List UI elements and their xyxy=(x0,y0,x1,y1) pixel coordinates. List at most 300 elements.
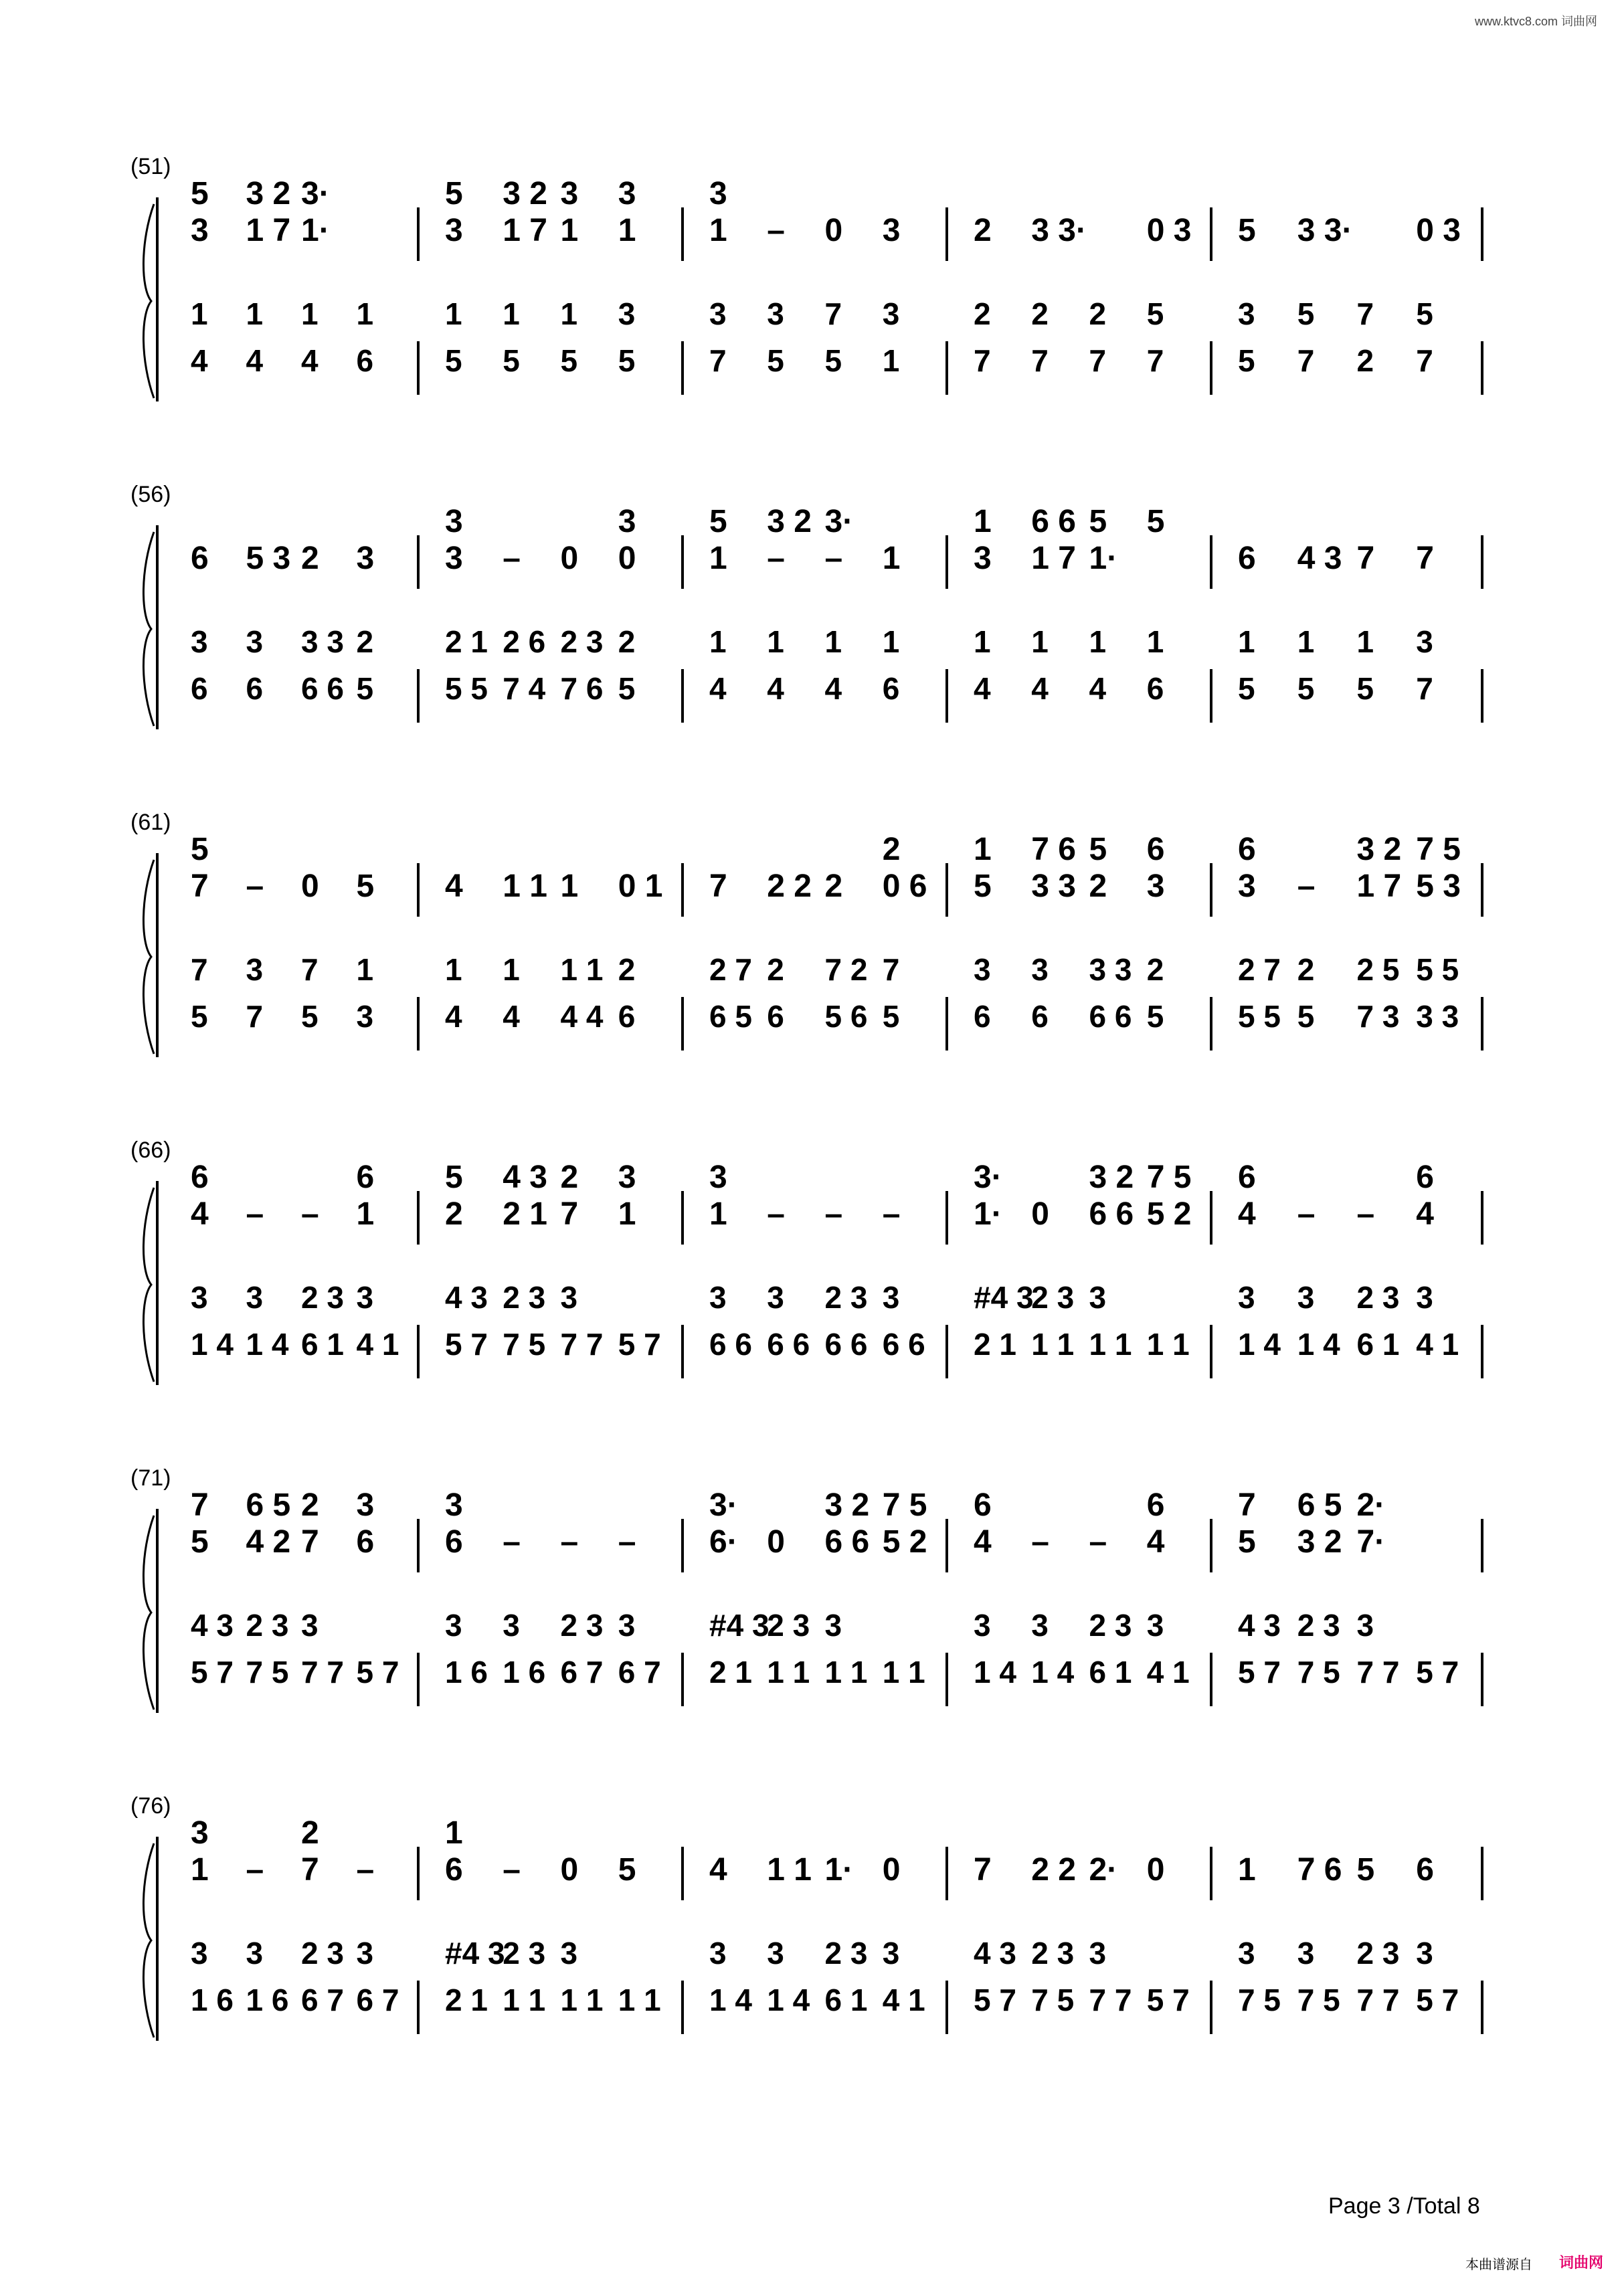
note-group: 4 xyxy=(301,343,319,378)
note-group: 6 6 xyxy=(824,1524,870,1560)
note-group: 0 xyxy=(560,541,579,576)
note-group: 6 xyxy=(445,1852,463,1888)
note-group: 7 5 xyxy=(1238,1983,1281,2017)
note-group: 3 xyxy=(1089,1936,1107,1971)
note-group: 7 5 xyxy=(1297,1983,1340,2017)
note-group: 5 3 xyxy=(246,541,291,576)
note-group: 1 xyxy=(445,952,462,987)
note-group: 4 xyxy=(445,999,462,1034)
note-group: 3 3 xyxy=(1089,952,1132,987)
note-group: – xyxy=(246,869,264,904)
note-group: 1 4 xyxy=(191,1327,234,1362)
note-group: 1 xyxy=(246,296,264,331)
note-group: 1 1 xyxy=(560,952,604,987)
note-group: 1 xyxy=(356,296,374,331)
note-group: 6 6 xyxy=(1089,1196,1134,1232)
note-group: 1 xyxy=(974,832,992,867)
note-group: 2 1 xyxy=(709,1655,752,1690)
measure-number: (76) xyxy=(130,1793,171,1819)
note-group: 2 xyxy=(618,624,636,659)
note-group: 3 xyxy=(974,952,991,987)
note-group: 2 xyxy=(1297,952,1315,987)
measure-number: (56) xyxy=(130,482,171,507)
note-group: 4 3 xyxy=(191,1608,234,1643)
note-group: 5 7 xyxy=(618,1327,661,1362)
note-group: 7 xyxy=(246,999,264,1034)
note-group: 6 xyxy=(1238,1160,1256,1195)
note-group: 0 6 xyxy=(882,869,927,904)
note-group: 1· xyxy=(824,1852,854,1888)
note-group: 5 7 xyxy=(191,1655,234,1690)
note-group: 5 xyxy=(1146,999,1164,1034)
note-group: 3 xyxy=(618,1608,636,1643)
score-system xyxy=(130,1465,1482,1713)
note-group: 3 xyxy=(503,1608,520,1643)
note-group: 7 xyxy=(882,952,900,987)
note-group: 1 7 xyxy=(503,213,547,248)
note-group: 3 2 xyxy=(503,176,547,211)
note-group: #4 3 xyxy=(974,1280,1034,1315)
note-group: 5 xyxy=(1416,296,1433,331)
note-group: 5 6 xyxy=(824,999,868,1034)
note-group: 3 xyxy=(974,1608,991,1643)
note-group: 3 xyxy=(618,1160,636,1195)
note-group: 1 xyxy=(1146,624,1164,659)
note-group: 4 3 xyxy=(1297,541,1342,576)
note-group: 3 xyxy=(709,1160,727,1195)
note-group: 1 4 xyxy=(767,1983,810,2017)
note-group: 0 1 xyxy=(618,869,663,904)
note-group: 2 xyxy=(618,952,636,987)
note-group: 3 xyxy=(767,1280,784,1315)
note-group: 6 xyxy=(618,999,636,1034)
note-group: 1 4 xyxy=(1031,1655,1075,1690)
note-group: 1 4 xyxy=(709,1983,752,2017)
note-group: 5 7 xyxy=(1238,1655,1281,1690)
note-group: 5 7 xyxy=(1416,1655,1459,1690)
note-group: 5 xyxy=(1356,1852,1375,1888)
note-group: 5 xyxy=(618,343,636,378)
note-group: 4 xyxy=(974,1524,992,1560)
note-group: 2 1 xyxy=(445,1983,488,2017)
note-group: 6 1 xyxy=(1356,1327,1400,1362)
note-group: 6 xyxy=(191,1160,209,1195)
note-group: 5 xyxy=(191,999,208,1034)
note-group: 5 xyxy=(445,343,462,378)
note-group: 1 xyxy=(709,213,727,248)
note-group: 0 xyxy=(618,541,636,576)
note-group: 5 xyxy=(1089,832,1107,867)
note-group: 3· xyxy=(974,1160,1002,1195)
note-group: 4 xyxy=(974,671,991,706)
note-group: 7 6 xyxy=(560,671,604,706)
note-group: 1 4 xyxy=(1238,1327,1281,1362)
note-group: 7 xyxy=(1238,1487,1256,1523)
score-system xyxy=(130,810,1482,1057)
note-group: #4 3 xyxy=(709,1608,770,1643)
note-group: 6 6 xyxy=(1031,504,1076,539)
note-group: 6 1 xyxy=(824,1983,868,2017)
note-group: 5 5 xyxy=(1238,999,1281,1034)
note-group: 2 1 xyxy=(503,1196,547,1232)
note-group: 3 xyxy=(191,624,208,659)
note-group: 7· xyxy=(1356,1524,1386,1560)
note-group: 5 xyxy=(1146,296,1164,331)
note-group: 5 xyxy=(445,176,463,211)
note-group: 7 xyxy=(1146,343,1164,378)
note-group: 7 xyxy=(974,1852,992,1888)
note-group: 4 3 xyxy=(503,1160,547,1195)
brace xyxy=(143,532,154,726)
note-group: 3 xyxy=(1356,1608,1374,1643)
note-group: 5 xyxy=(1297,296,1315,331)
note-group: 5 xyxy=(767,343,784,378)
note-group: 7 xyxy=(1416,541,1434,576)
note-group: – xyxy=(1031,1524,1049,1560)
measure-number: (61) xyxy=(130,810,171,835)
note-group: – xyxy=(503,1852,521,1888)
note-group: 6 xyxy=(191,541,209,576)
note-group: – xyxy=(767,541,785,576)
note-group: 2· xyxy=(1089,1852,1118,1888)
note-group: 7 2 xyxy=(824,952,868,987)
note-group: 1 xyxy=(1089,624,1107,659)
note-group: 6 xyxy=(356,1160,375,1195)
note-group: 3 xyxy=(1416,1936,1433,1971)
note-group: 7 7 xyxy=(1089,1983,1132,2017)
note-group: 5 xyxy=(191,1524,209,1560)
note-group: 4 xyxy=(445,869,463,904)
note-group: – xyxy=(246,1196,264,1232)
note-group: 3 xyxy=(709,1936,727,1971)
note-group: 2 xyxy=(560,1160,579,1195)
note-group: 3 xyxy=(882,1936,900,1971)
note-group: 6 5 xyxy=(1297,1487,1342,1523)
note-group: – xyxy=(1297,869,1316,904)
note-group: 3 xyxy=(618,504,636,539)
note-group: 7 xyxy=(1089,343,1107,378)
note-group: 5 7 xyxy=(1146,1983,1190,2017)
note-group: 2 3 xyxy=(301,1936,344,1971)
note-group: 6 xyxy=(1146,832,1165,867)
note-group: 1 xyxy=(767,624,784,659)
note-group: 5 7 xyxy=(445,1327,488,1362)
note-group: 2 2 xyxy=(1031,1852,1076,1888)
note-group: – xyxy=(1297,1196,1316,1232)
note-group: 2 xyxy=(882,832,901,867)
note-group: 3 xyxy=(445,504,463,539)
note-group: 7 xyxy=(709,343,727,378)
note-group: 4 2 xyxy=(246,1524,291,1560)
note-group: 7 xyxy=(1356,296,1374,331)
note-group: 7 7 xyxy=(1356,1983,1400,2017)
note-group: 4 xyxy=(1089,671,1107,706)
note-group: – xyxy=(882,1196,901,1232)
note-group: 1 xyxy=(301,296,319,331)
note-group: 2 xyxy=(445,1196,463,1232)
note-group: 5 xyxy=(503,343,520,378)
note-group: 7 6 xyxy=(1031,832,1076,867)
note-group: 7 5 xyxy=(1416,832,1461,867)
note-group: 1 1 xyxy=(503,1983,546,2017)
brace xyxy=(143,204,154,398)
note-group: 0 xyxy=(1146,1852,1165,1888)
note-group: 1 1 xyxy=(824,1655,868,1690)
note-group: 6 6 xyxy=(767,1327,810,1362)
note-group: 1 1 xyxy=(1089,1327,1132,1362)
note-group: 5 xyxy=(824,343,842,378)
note-group: 1 4 xyxy=(974,1655,1016,1690)
note-group: 3 2 xyxy=(246,176,291,211)
note-group: 2 1 xyxy=(445,624,488,659)
note-group: 4 xyxy=(503,999,520,1034)
note-group: 2 3 xyxy=(1089,1608,1132,1643)
note-group: 3· xyxy=(824,504,854,539)
note-group: – xyxy=(767,213,785,248)
note-group: 5 xyxy=(618,1852,636,1888)
note-group: 3 xyxy=(709,176,727,211)
note-group: 1 xyxy=(191,1852,209,1888)
note-group: 3 xyxy=(445,213,463,248)
note-group: 6 5 xyxy=(709,999,752,1034)
note-group: 3 xyxy=(356,999,374,1034)
note-group: 1 1 xyxy=(503,869,547,904)
note-group: 7 5 xyxy=(1031,1983,1075,2017)
note-group: 6 1 xyxy=(1089,1655,1132,1690)
brace xyxy=(143,1843,154,2037)
note-group: 1 xyxy=(1238,1852,1256,1888)
measure-number: (66) xyxy=(130,1137,171,1163)
note-group: 2 xyxy=(301,541,319,576)
note-group: 2 3 xyxy=(1356,1936,1400,1971)
note-group: 2 3 xyxy=(767,1608,810,1643)
note-group: 3· xyxy=(301,176,330,211)
note-group: 6 xyxy=(1238,541,1256,576)
note-group: 7 xyxy=(1416,343,1433,378)
note-group: 1 4 xyxy=(1297,1327,1340,1362)
note-group: 0 xyxy=(882,1852,901,1888)
note-group: 6 6 xyxy=(301,671,344,706)
note-group: 4 3 xyxy=(974,1936,1016,1971)
note-group: 1 xyxy=(1238,624,1255,659)
note-group: 5 xyxy=(356,671,374,706)
note-group: 1 xyxy=(974,624,991,659)
note-group: 3 xyxy=(1297,1280,1315,1315)
note-group: 3 xyxy=(246,952,264,987)
note-group: 3 xyxy=(974,541,992,576)
note-group: – xyxy=(503,541,521,576)
score-system xyxy=(130,482,1482,729)
note-group: 3 xyxy=(191,1280,208,1315)
note-group: 3 xyxy=(560,176,579,211)
note-group: 6 xyxy=(974,1487,992,1523)
note-group: 1 xyxy=(882,343,900,378)
note-group: – xyxy=(824,1196,843,1232)
note-group: 6 5 xyxy=(246,1487,291,1523)
note-group: 3 xyxy=(191,1936,208,1971)
note-group: 1 1 xyxy=(882,1655,925,1690)
note-group: 6 6 xyxy=(709,1327,752,1362)
note-group: 5 5 xyxy=(445,671,488,706)
note-group: 1 7 xyxy=(1031,541,1076,576)
note-group: 1 xyxy=(709,624,727,659)
note-group: 5 xyxy=(1089,504,1107,539)
note-group: 2 xyxy=(1146,952,1164,987)
note-group: 3 xyxy=(356,1936,374,1971)
note-group: 6 7 xyxy=(618,1655,661,1690)
note-group: 2 1 xyxy=(974,1327,1016,1362)
note-group: 1 xyxy=(356,952,374,987)
note-group: 3 xyxy=(1416,624,1433,659)
note-group: 3 xyxy=(1146,869,1165,904)
note-group: 6 xyxy=(1238,832,1256,867)
note-group: 3 xyxy=(767,1936,784,1971)
note-group: 7 7 xyxy=(301,1655,344,1690)
note-group: 5 5 xyxy=(1416,952,1459,987)
note-group: 4 xyxy=(709,671,727,706)
note-group: 7 6 xyxy=(1297,1852,1342,1888)
note-group: 7 5 xyxy=(246,1655,289,1690)
note-group: 5 xyxy=(709,504,727,539)
note-group: 0 xyxy=(824,213,843,248)
note-group: 2 3 xyxy=(824,1936,868,1971)
note-group: 2 3 xyxy=(1031,1936,1075,1971)
note-group: 6· xyxy=(709,1524,738,1560)
note-group: 4 xyxy=(1146,1524,1165,1560)
note-group: 1 xyxy=(356,1196,375,1232)
note-group: 1 xyxy=(882,541,901,576)
note-group: 7 xyxy=(1416,671,1433,706)
note-group: 6 7 xyxy=(301,1983,344,2017)
note-group: 3 xyxy=(560,1280,578,1315)
note-group: 5 xyxy=(618,671,636,706)
note-group: 4 xyxy=(191,343,208,378)
note-group: 1· xyxy=(301,213,330,248)
note-group: 3 xyxy=(882,296,900,331)
note-group: 5 xyxy=(974,869,992,904)
note-group: 1· xyxy=(1089,541,1118,576)
note-group: 3 2 xyxy=(767,504,812,539)
note-group: 7 xyxy=(301,1852,319,1888)
note-group: 4 xyxy=(767,671,784,706)
note-group: 1 4 xyxy=(246,1327,289,1362)
note-group: 6 xyxy=(974,999,991,1034)
note-group: 3 xyxy=(1238,296,1255,331)
note-group: 2 3 xyxy=(560,1608,604,1643)
note-group: 3 xyxy=(1031,952,1049,987)
note-group: 2 xyxy=(301,1487,319,1523)
note-group: 3· xyxy=(709,1487,738,1523)
note-group: 5 xyxy=(356,869,375,904)
note-group: 4 xyxy=(1031,671,1049,706)
note-group: 1 6 xyxy=(191,1983,234,2017)
note-group: 3 3· xyxy=(1031,213,1087,248)
note-group: 6 xyxy=(356,1524,375,1560)
note-group: 6 xyxy=(445,1524,463,1560)
note-group: 5 xyxy=(191,832,209,867)
note-group: – xyxy=(246,1852,264,1888)
note-group: 2 xyxy=(1031,296,1049,331)
note-group: 5 xyxy=(191,176,209,211)
note-group: 6 xyxy=(1416,1160,1434,1195)
note-group: 1 6 xyxy=(445,1655,488,1690)
note-group: 7 xyxy=(1031,343,1049,378)
note-group: 3 xyxy=(709,1280,727,1315)
note-group: 5 xyxy=(560,343,578,378)
note-group: 7 xyxy=(1356,541,1375,576)
note-group: 5 xyxy=(1238,343,1255,378)
note-group: 6 xyxy=(1146,671,1164,706)
note-group: 6 6 xyxy=(824,1327,868,1362)
note-group: 3 xyxy=(1031,1608,1049,1643)
note-group: – xyxy=(824,541,843,576)
note-group: 7 5 xyxy=(882,1487,927,1523)
note-group: 6 xyxy=(1146,1487,1165,1523)
note-group: 6 xyxy=(246,671,264,706)
score-system xyxy=(130,1793,1482,2041)
note-group: 7 3 xyxy=(1356,999,1400,1034)
note-group: 3 2 xyxy=(1297,1524,1342,1560)
note-group: 3 xyxy=(618,176,636,211)
note-group: 7 5 xyxy=(1146,1160,1192,1195)
note-group: 5 xyxy=(1238,671,1255,706)
note-group: – xyxy=(356,1852,375,1888)
note-group: 1 xyxy=(503,296,520,331)
score-system xyxy=(130,154,1482,401)
note-group: 7 7 xyxy=(1356,1655,1400,1690)
note-group: 7 7 xyxy=(560,1327,604,1362)
note-group: 3 xyxy=(246,1280,264,1315)
note-group: 2 7 xyxy=(709,952,752,987)
note-group: 5 xyxy=(1297,671,1315,706)
note-group: 6 1 xyxy=(301,1327,344,1362)
note-group: 3 3 xyxy=(1031,869,1076,904)
note-group: 2 3 xyxy=(1031,1280,1075,1315)
note-group: 1 7 xyxy=(1356,869,1402,904)
note-group: 1 1 xyxy=(560,1983,604,2017)
note-group: 5 7 xyxy=(1416,1983,1459,2017)
note-group: 4 1 xyxy=(882,1983,925,2017)
note-group: 4 xyxy=(246,343,264,378)
note-group: 4 xyxy=(1238,1196,1256,1232)
score-system xyxy=(130,1137,1482,1385)
note-group: 7 4 xyxy=(503,671,546,706)
note-group: 4 1 xyxy=(1146,1655,1190,1690)
brace xyxy=(143,1516,154,1710)
note-group: 2· xyxy=(1356,1487,1386,1523)
note-group: 5 7 xyxy=(356,1655,399,1690)
note-group: 5 2 xyxy=(882,1524,927,1560)
note-group: 1 xyxy=(560,869,579,904)
site-header: www.ktvc8.com 词曲网 xyxy=(1474,15,1597,28)
note-group: 7 xyxy=(191,869,209,904)
note-group: 3 xyxy=(356,1280,374,1315)
note-group: 2 xyxy=(974,213,992,248)
note-group: 2 xyxy=(1356,343,1374,378)
note-group: 6 xyxy=(767,999,784,1034)
note-group: 3 xyxy=(709,296,727,331)
note-group: 2 xyxy=(1089,296,1107,331)
note-group: 2 3 xyxy=(301,1280,344,1315)
note-group: 6 xyxy=(1031,999,1049,1034)
note-group: 3 xyxy=(1297,1936,1315,1971)
note-group: 3 2 xyxy=(1356,832,1402,867)
note-group: 6 7 xyxy=(356,1983,399,2017)
note-group: 2 3 xyxy=(560,624,604,659)
note-group: #4 3 xyxy=(445,1936,505,1971)
note-group: 3 xyxy=(560,1936,578,1971)
note-group: 2 6 xyxy=(503,624,546,659)
